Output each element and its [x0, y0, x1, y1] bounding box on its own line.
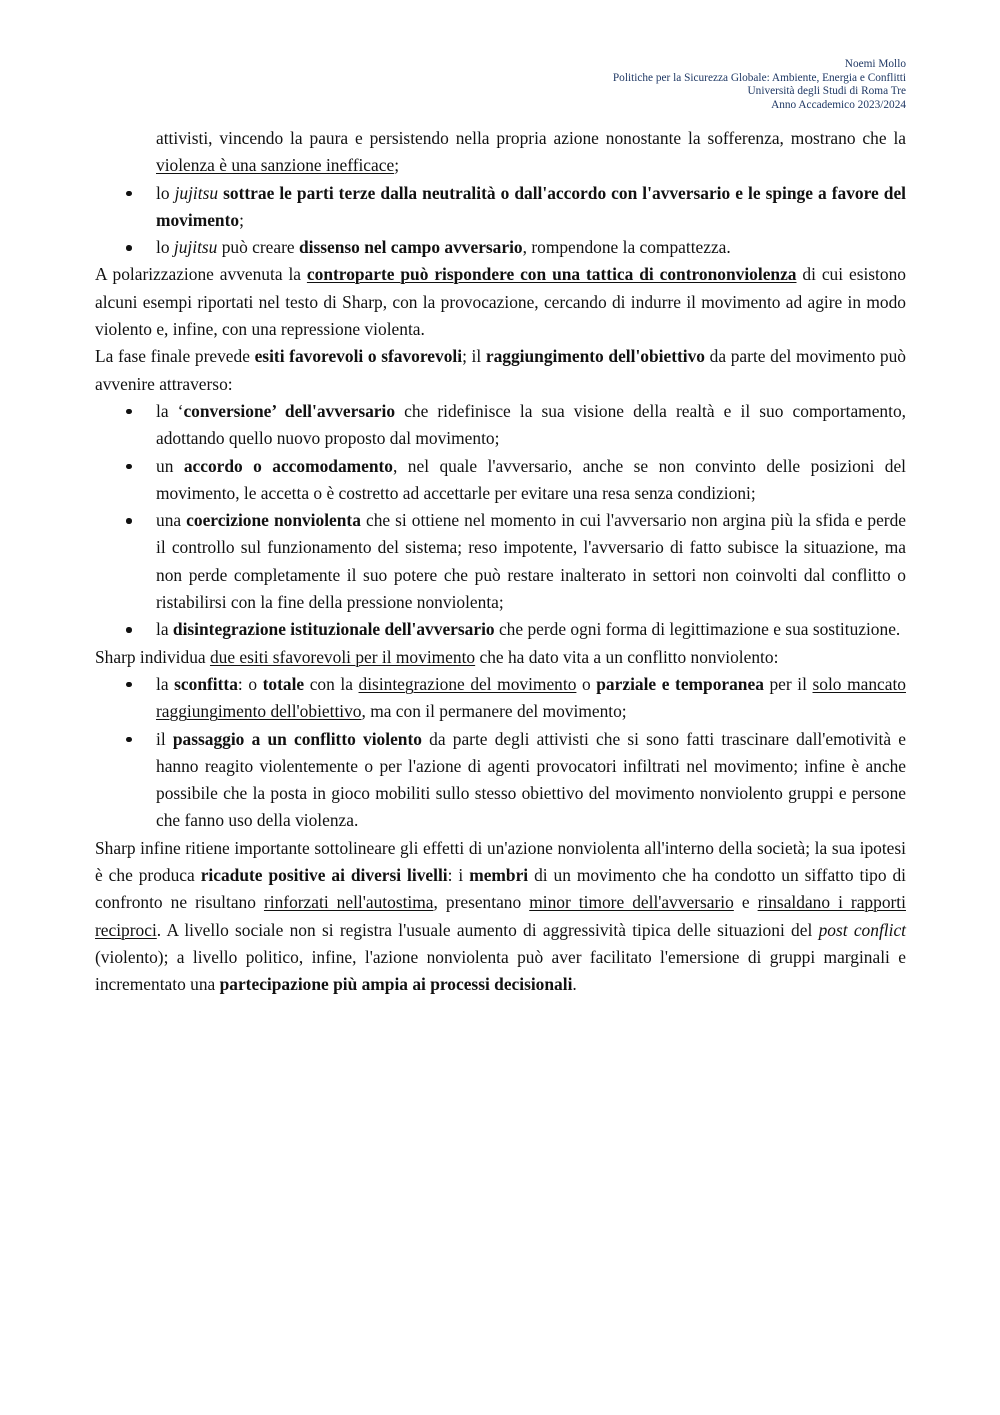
- list-item: il passaggio a un conflitto violento da parte degli attivisti che si sono fatti trascinare dall'emotività e hanno reagito violentemente o per l'azione di agenti provocatori infiltrati nel movimento; infine è anche possibile che la posta in gioco mobiliti sullo stesso obiettivo del movimento nonviolento gruppi e persone che fanno uso della violenza.: [156, 726, 906, 835]
- header-university: Università degli Studi di Roma Tre: [747, 85, 906, 98]
- list-item: la disintegrazione istituzionale dell'avversario che perde ogni forma di legittimazione e sua sostituzione.: [156, 616, 906, 643]
- header-course: Politiche per la Sicurezza Globale: Ambiente, Energia e Conflitti: [612, 71, 906, 84]
- paragraph-effects: Sharp infine ritiene importante sottolineare gli effetti di un'azione nonviolenta all'interno della società; la sua ipotesi è che produca ricadute positive ai diversi livelli: i membri di un movimento che ha condotto un siffatto tipo di confronto ne risultano rinforzati nell'autostima, presentano minor timore dell'avversario e rinsaldano i rapporti reciproci. A livello sociale non si registra l'usuale aumento di aggressività tipica delle situazioni del post conflict (violento); a livello politico, infine, l'azione nonviolenta può aver facilitato l'emersione di gruppi marginali e incrementato una partecipazione più ampia ai processi decisionali.: [95, 837, 907, 995]
- list-item: un accordo o accomodamento, nel quale l'avversario, anche se non convinto delle posizioni del movimento, le accetta o è costretto ad accettarle per evitare una resa senza condizioni;: [156, 453, 906, 508]
- header-author: Noemi Mollo: [844, 58, 906, 70]
- page-header: [613, 58, 906, 112]
- document-body: [95, 125, 906, 999]
- paragraph-unfavorable-outcomes: Sharp individua due esiti sfavorevoli per il movimento che ha dato vita a un conflitto nonviolento:: [95, 646, 779, 667]
- jujitsu-effects-list: [95, 180, 906, 262]
- list-item: lo jujitsu sottrae le parti terze dalla neutralità o dall'accordo con l'avversario e le spinge a favore del movimento;: [156, 180, 906, 235]
- list-item: la sconfitta: o totale con la disintegrazione del movimento o parziale e temporanea per il solo mancato raggiungimento dell'obiettivo, ma con il permanere del movimento;: [156, 671, 906, 726]
- paragraph-final-phase: La fase finale prevede esiti favorevoli o sfavorevoli; il raggiungimento dell'obiettivo da parte del movimento può avvenire attraverso:: [95, 346, 906, 394]
- underlined-phrase: due esiti sfavorevoli per il movimento: [209, 646, 476, 667]
- list-item: lo jujitsu può creare dissenso nel campo avversario, rompendone la compattezza.: [156, 234, 906, 261]
- bold-underlined-phrase: controparte può rispondere con una tattica di contrononviolenza: [306, 264, 797, 285]
- header-academic-year: Anno Accademico 2023/2024: [771, 98, 906, 111]
- continued-bullet-text: attivisti, vincendo la paura e persistendo nella propria azione nonostante la sofferenza, mostrano che la violenza è una sanzione inefficace;: [156, 128, 906, 176]
- underlined-phrase: violenza è una sanzione inefficace: [156, 155, 395, 176]
- list-item: una coercizione nonviolenta che si ottiene nel momento in cui l'avversario non argina più la sfida e perde il controllo sul funzionamento del sistema; reso impotente, l'avversario di fatto subisce la situazione, ma non perde completamente il suo potere che può restare inalterato in settori non coinvolti dal conflitto o ristabilirsi con la fine della pressione nonviolenta;: [156, 507, 906, 616]
- unfavorable-outcomes-list: [95, 671, 906, 835]
- paragraph-polarization: A polarizzazione avvenuta la controparte può rispondere con una tattica di contrononviolenza di cui esistono alcuni esempi riportati nel testo di Sharp, con la provocazione, cercando di indurre il movimento ad agire in modo violento e, infine, con una repressione violenta.: [95, 264, 906, 340]
- list-item: la ‘conversione’ dell'avversario che ridefinisce la sua visione della realtà e il suo comportamento, adottando quello nuovo proposto dal movimento;: [156, 398, 906, 453]
- favorable-outcomes-list: [95, 398, 906, 644]
